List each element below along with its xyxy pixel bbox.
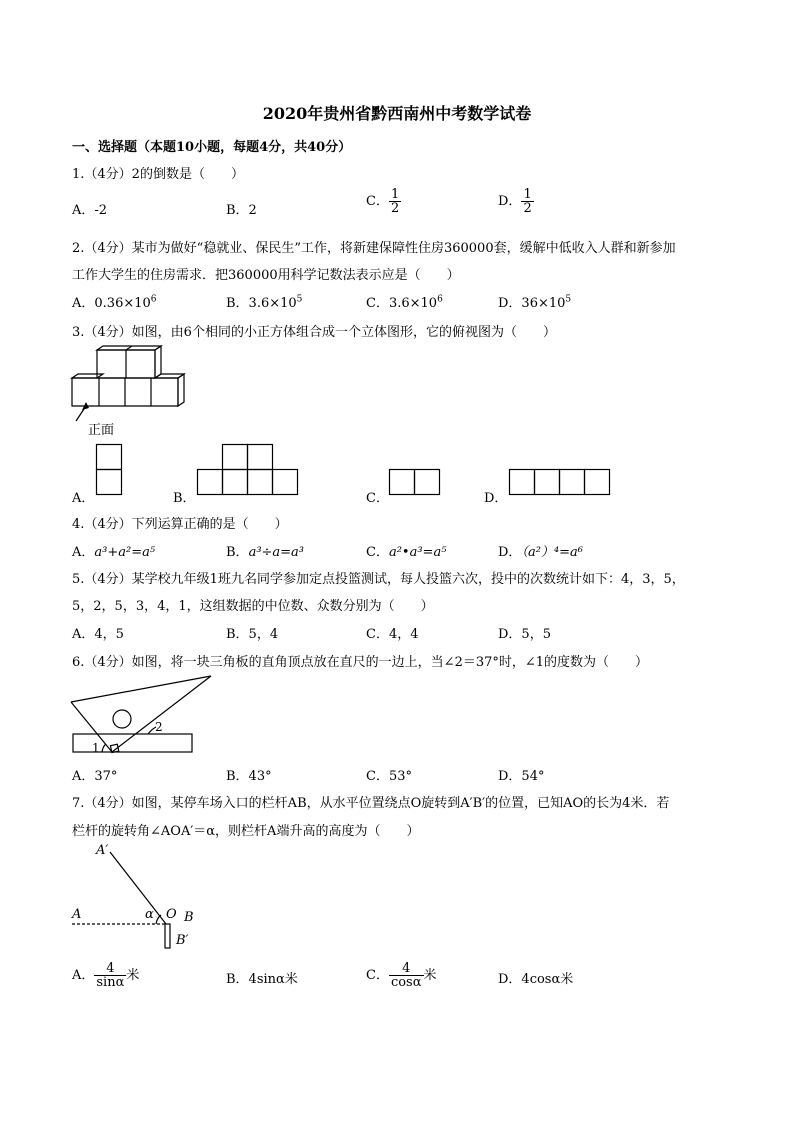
q2-option-c-base: C．3.6×10 [366,296,438,311]
q3-front-label: 正面 [88,423,115,438]
page-title: 2020年贵州省黔西南州中考数学试卷 [262,104,532,123]
q4-option-c-label: C． [366,545,389,560]
q1-option-a[interactable]: A．-2 [72,203,108,218]
q6-angle-1-label: 1 [92,741,100,755]
q7-label-alpha: α [145,907,154,922]
q3-option-a-figure [96,444,124,496]
numerator: 1 [523,187,532,202]
question-1-text: 1.（4分）2的倒数是（ ） [72,167,244,182]
q4-option-b-expr: a³÷a=a³ [248,545,305,560]
q3-option-d[interactable]: D． [484,491,508,506]
q1-option-d-label: D． [498,194,522,209]
question-2-line1: 2.（4分）某市为做好“稳就业、保民生”工作，将新建保障性住房360000套，缓解中低收入人群和新参加 [72,241,676,256]
question-7-line1: 7.（4分）如图，某停车场入口的栏杆AB，从水平位置绕点O旋转到A′B′的位置，已知AO的长为4米．若 [72,796,670,811]
exponent: 6 [437,294,443,305]
q7-label-a-prime: A′ [96,843,109,858]
q2-option-d[interactable] [498,292,571,311]
q2-option-b[interactable] [226,292,302,311]
question-5-line2: 5，2，5，3，4，1，这组数据的中位数、众数分别为（ ） [72,599,434,614]
numerator: 4 [389,962,424,976]
q5-option-d[interactable]: D．5，5 [498,627,551,642]
q4-option-c[interactable] [366,541,446,560]
numerator: 1 [390,187,400,202]
q3-option-c-figure [389,469,443,497]
denominator: sinα [96,975,125,990]
q4-option-b[interactable] [226,541,304,560]
q7-label-b: B [184,910,194,925]
q4-option-d-label: D． [498,545,522,560]
q7-option-a[interactable] [72,962,139,989]
denominator: 2 [390,201,400,216]
fraction [389,188,401,215]
q6-option-a[interactable]: A．37° [72,769,118,784]
q2-option-b-base: B．3.6×10 [226,296,297,311]
q6-option-d[interactable]: D．54° [498,769,545,784]
fraction [521,188,533,215]
q7-option-a-label: A． [72,968,95,983]
denominator: cosα [390,975,422,990]
question-4-text: 4.（4分）下列运算正确的是（ ） [72,517,288,532]
q2-option-d-base: D．36×10 [498,296,566,311]
exponent: 6 [150,294,157,305]
q3-option-a[interactable]: A． [72,491,95,506]
question-5-line1: 5.（4分）某学校九年级1班九名同学参加定点投篮测试，每人投篮六次，投中的次数统计如下：4，3，5， [72,572,685,587]
question-7-line2: 栏杆的旋转角∠AOA′＝α，则栏杆A端升高的高度为（ ） [72,824,420,839]
q7-label-a: A [72,907,82,922]
q5-option-a[interactable]: A．4，5 [72,627,124,642]
q5-option-b[interactable]: B．5，4 [226,627,279,642]
q3-option-d-figure [509,469,613,497]
unit: 米 [126,968,140,983]
q7-option-c-label: C． [366,968,389,983]
section-heading: 一、选择题（本题10小题，每题4分，共40分） [72,140,352,155]
q3-option-b-figure [197,444,301,496]
q1-option-b[interactable]: B．2 [226,203,257,218]
q4-option-b-label: B． [226,545,249,560]
question-3-text: 3.（4分）如图，由6个相同的小正方体组合成一个立体图形，它的俯视图为（ ） [72,325,556,340]
exponent: 5 [296,294,303,305]
q7-label-b-prime: B′ [176,933,189,948]
q1-option-c[interactable] [366,188,401,215]
exponent: 5 [565,294,572,305]
q4-option-d[interactable] [498,541,583,560]
question-2-line2: 工作大学生的住房需求．把360000用科学记数法表示应是（ ） [72,268,460,283]
q6-option-c[interactable]: C．53° [366,769,412,784]
q6-option-b[interactable]: B．43° [226,769,272,784]
q7-option-c[interactable] [366,962,437,989]
denominator: 2 [523,201,532,216]
q6-angle-2-label: 2 [155,720,163,734]
q4-option-d-expr: （a²）⁴=a⁶ [521,545,583,560]
q4-option-a[interactable] [72,541,155,560]
q2-option-a[interactable] [72,292,157,311]
fraction [389,962,424,989]
q7-option-d[interactable]: D．4cosα米 [498,972,574,987]
q4-option-a-label: A． [72,545,95,560]
q2-option-a-base: A．0.36×10 [72,296,151,311]
q3-solid-figure [70,346,185,411]
q1-option-c-label: C． [366,194,389,209]
q7-option-b[interactable]: B．4sinα米 [226,972,298,987]
fraction [94,962,126,989]
q2-option-c[interactable] [366,292,443,311]
q4-option-a-expr: a³+a²=a⁵ [94,545,156,560]
q5-option-c[interactable]: C．4，4 [366,627,419,642]
question-6-text: 6.（4分）如图，将一块三角板的直角顶点放在直尺的一边上，当∠2＝37°时，∠1的度数为（ ） [72,655,649,670]
unit: 米 [423,968,437,983]
q3-option-b[interactable]: B． [173,491,196,506]
numerator: 4 [94,962,126,976]
q3-option-c[interactable]: C． [366,491,389,506]
q1-option-d[interactable] [498,188,534,215]
q7-label-o: O [166,907,177,922]
q4-option-c-expr: a²•a³=a⁵ [388,545,447,560]
